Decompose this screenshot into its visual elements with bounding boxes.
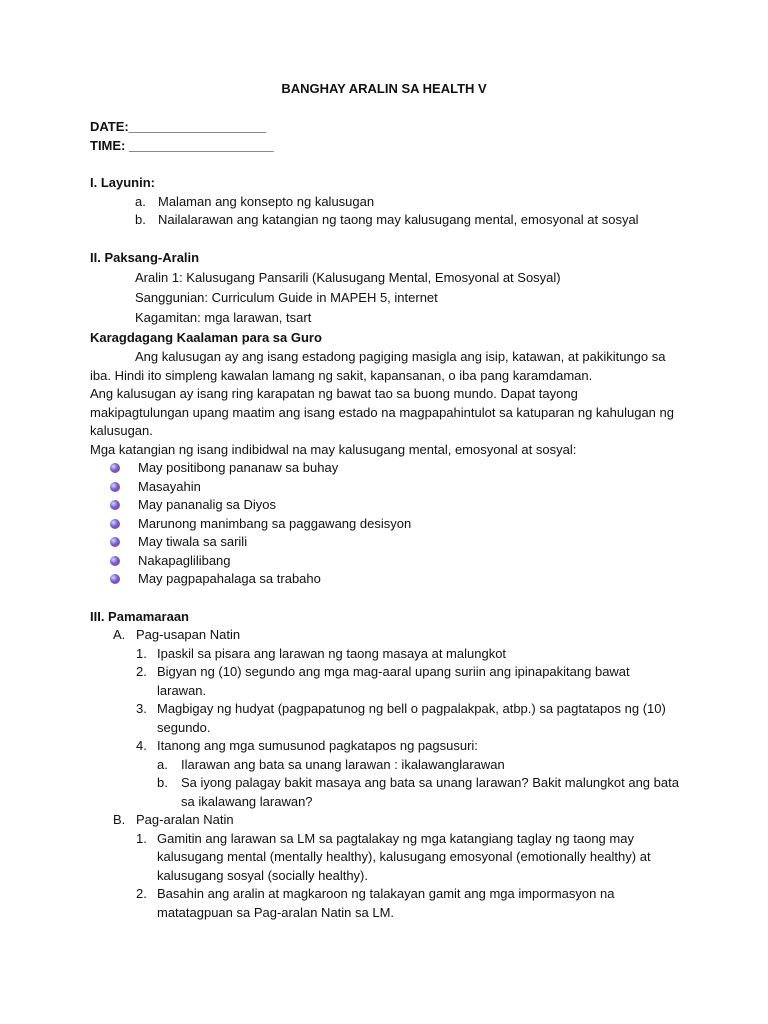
step-text: Basahin ang aralin at magkaroon ng talakayan gamit ang mga impormasyon na matatagpuan sa Pag-aralan Natin sa LM. [157, 886, 615, 920]
bullet-item [90, 515, 680, 534]
bullet-text: Nakapaglilibang [138, 552, 231, 568]
bullet-item [90, 478, 680, 497]
step-item [90, 645, 680, 664]
pamamaraan-heading: III. Pamamaraan [90, 608, 189, 624]
bullet-text: May positibong pananaw sa buhay [138, 460, 339, 475]
sub-text: Sa iyong palagay bakit masaya ang bata sa unang larawan? Bakit malungkot ang bata sa ikalawang larawan? [181, 775, 679, 809]
step-item [90, 885, 680, 922]
sub-label: b. [157, 775, 168, 790]
section-label: B. [113, 812, 126, 827]
section-label: A. [113, 627, 126, 642]
karagdagang-para-3: Mga katangian ng isang indibidwal na may kalusugang mental, emosyonal at sosyal: [90, 441, 577, 457]
bullet-item [90, 533, 680, 552]
step-item [90, 663, 680, 700]
step-label: 1. [136, 645, 147, 661]
bullet-item [90, 570, 680, 589]
step-label: 2. [136, 664, 147, 679]
step-label: 1. [136, 830, 147, 846]
karagdagang-para-1: Ang kalusugan ay ang isang estadong pagiging masigla ang isip, katawan, at pakikitungo sa iba. Hindi ito simpleng kawalan lamang ng sakit, kapansanan, o iba pang karamdaman. [90, 349, 666, 383]
step-label: 3. [136, 701, 147, 716]
document-body [90, 118, 680, 922]
time-line: TIME: ____________________ [90, 137, 274, 153]
step-text: Itanong ang mga sumusunod pagkatapos ng pagsusuri: [157, 738, 478, 753]
kagamitan-line: Kagamitan: mga larawan, tsart [135, 310, 312, 325]
step-label: 2. [136, 886, 147, 901]
paksang-aralin-heading: II. Paksang-Aralin [90, 249, 200, 265]
step-item [90, 700, 680, 737]
document-title: BANGHAY ARALIN SA HEALTH V [281, 81, 487, 96]
bullet-text: May pagpapahalaga sa trabaho [138, 571, 321, 586]
section-b [90, 811, 680, 830]
step-item [90, 830, 680, 886]
karagdagang-heading: Karagdagang Kaalaman para sa Guro [90, 329, 322, 345]
step-text: Bigyan ng (10) segundo ang mga mag-aaral upang suriin ang ipinapakitang bawat larawan. [157, 664, 630, 698]
layunin-item [90, 193, 680, 212]
bullet-item [90, 552, 680, 571]
sanggunian-line: Sanggunian: Curriculum Guide in MAPEH 5, internet [135, 289, 438, 305]
list-text: Nailalarawan ang katangian ng taong may kalusugang mental, emosyonal at sosyal [158, 212, 639, 227]
bullet-icon [110, 537, 120, 547]
step-item [90, 737, 680, 756]
list-label: a. [135, 193, 146, 209]
bullet-text: Masayahin [138, 478, 201, 494]
layunin-item [90, 211, 680, 230]
bullet-icon [110, 519, 120, 529]
aralin-line: Aralin 1: Kalusugang Pansarili (Kalusugang Mental, Emosyonal at Sosyal) [135, 270, 561, 285]
bullet-icon [110, 574, 120, 584]
bullet-icon [110, 500, 120, 510]
list-text: Malaman ang konsepto ng kalusugan [158, 193, 375, 209]
bullet-icon [110, 556, 120, 566]
date-line: DATE:___________________ [90, 119, 267, 134]
sub-item [90, 756, 680, 775]
step-text: Gamitin ang larawan sa LM sa pagtalakay ng mga katangiang taglay ng taong may kalusugang mental (mentally healthy), kalusugang emosyonal (emotionally healthy) at kalusugang sosyal (socially healthy). [157, 830, 651, 883]
bullet-icon [110, 463, 120, 473]
step-text: Magbigay ng hudyat (pagpapatunog ng bell o pagpalakpak, atbp.) sa pagtatapos ng (10) segundo. [157, 701, 666, 735]
bullet-item [90, 459, 680, 478]
step-label: 4. [136, 738, 147, 753]
sub-item [90, 774, 680, 811]
step-text: Ipaskil sa pisara ang larawan ng taong masaya at malungkot [157, 645, 507, 661]
bullet-text: May pananalig sa Diyos [138, 497, 277, 512]
section-a [90, 626, 680, 645]
sub-text: Ilarawan ang bata sa unang larawan : ikalawanglarawan [181, 756, 505, 772]
bullet-text: May tiwala sa sarili [138, 534, 248, 549]
layunin-heading: I. Layunin: [90, 175, 155, 190]
sub-label: a. [157, 756, 168, 772]
bullet-icon [110, 482, 120, 492]
bullet-text: Marunong manimbang sa paggawang desisyon [138, 515, 412, 531]
section-title: Pag-aralan Natin [136, 812, 234, 827]
bullet-item [90, 496, 680, 515]
karagdagang-para-2: Ang kalusugan ay isang ring karapatan ng bawat tao sa buong mundo. Dapat tayong makipagtulungan upang maatim ang isang estado na magpapahintulot sa katuparan ng kahulugan ng kalusugan. [90, 386, 674, 438]
section-title: Pag-usapan Natin [136, 627, 241, 642]
list-label: b. [135, 212, 146, 227]
